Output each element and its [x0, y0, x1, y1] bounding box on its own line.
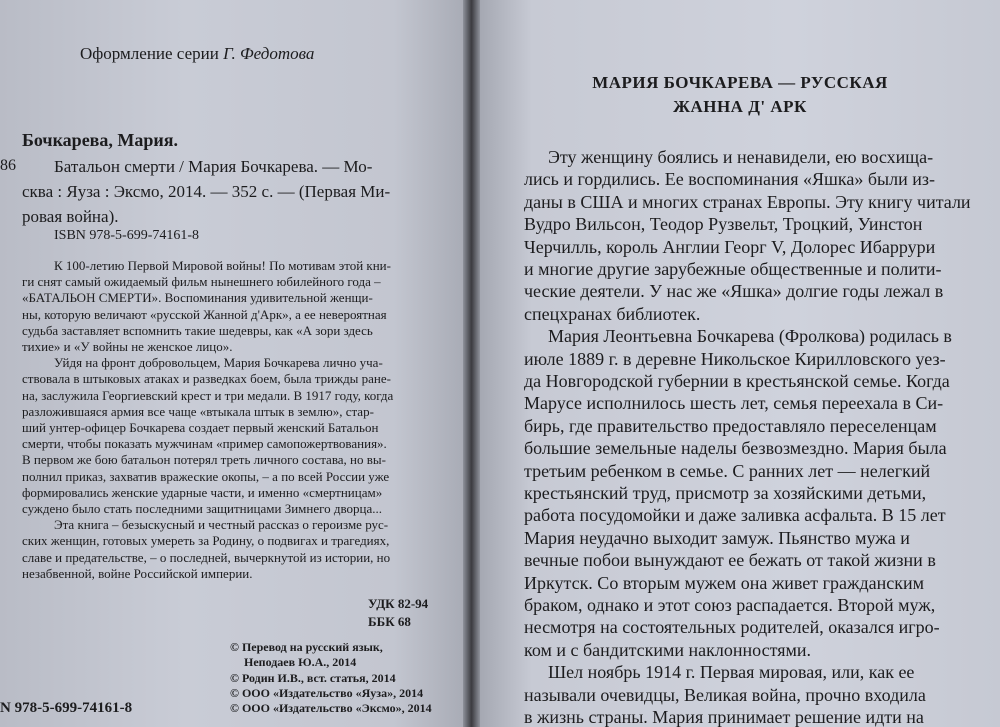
- copyright-line: Неподаев Ю.А., 2014: [244, 655, 357, 669]
- bibliographic-line: Батальон смерти / Мария Бочкарева. — Мо-: [54, 157, 373, 176]
- chapter-title-line: МАРИЯ БОЧКАРЕВА — РУССКАЯ: [592, 73, 888, 92]
- body-line: в жизнь страны. Мария принимает решение идти на: [524, 707, 924, 727]
- series-design-credit: [80, 44, 314, 64]
- body-line: называли очевидцы, Великая война, прочно входила: [524, 684, 926, 705]
- body-line: бирь, где правительство предоставляло переселенцам: [524, 415, 937, 436]
- series-design-label: Оформление серии: [80, 44, 219, 63]
- annotation-line: «БАТАЛЬОН СМЕРТИ». Воспоминания удивительной женщи-: [22, 290, 373, 306]
- body-line: даны в США и многих странах Европы. Эту книгу читали: [524, 191, 971, 212]
- isbn: ISBN 978-5-699-74161-8: [54, 228, 200, 243]
- body-line: Шел ноябрь 1914 г. Первая мировая, или, как ее: [548, 662, 915, 683]
- right-page: [480, 0, 1000, 727]
- series-designer-name: Г. Федотова: [223, 44, 315, 63]
- isbn-bottom: N 978-5-699-74161-8: [0, 700, 133, 716]
- body-line: большие земельные наделы безвозмездно. Мария была: [524, 438, 947, 459]
- annotation-line: ны, которую величают «русской Жанной д'Арк», а ее невероятная: [22, 306, 387, 322]
- body-line: Марусе исполнилось шесть лет, семья переехала в Си-: [524, 393, 944, 414]
- annotation-line: формировались женские ударные части, и именно «смертницам»: [22, 484, 383, 500]
- annotation-line: разложившаяся армия все чаще «втыкала штык в землю», стар-: [22, 403, 374, 419]
- body-line: июле 1889 г. в деревне Никольское Кирилловского уез-: [524, 348, 946, 369]
- body-line: Иркутск. Со вторым мужем она живет гражданским: [524, 572, 924, 593]
- annotation-line: Эта книга – безыскусный и честный рассказ о героизме рус-: [54, 517, 389, 533]
- body-line: Черчилль, король Англии Георг V, Долорес Ибаррури: [524, 236, 936, 257]
- body-line: несмотря на состоятельных родителей, оказался игро-: [524, 617, 940, 638]
- body-line: третьим ребенком в семье. С ранних лет — нелегкий: [524, 460, 931, 481]
- body-line: и многие другие зарубежные общественные и полити-: [524, 259, 942, 279]
- bibliographic-line: сква : Яуза : Эксмо, 2014. — 352 с. — (Первая Ми-: [22, 182, 391, 201]
- body-line: работа посудомойки и даже заливка асфальта. В 15 лет: [524, 505, 946, 526]
- body-line: браком, однако и этот союз распадается. Второй муж,: [524, 595, 936, 615]
- annotation-line: К 100-летию Первой Мировой войны! По мотивам этой кни-: [54, 258, 391, 273]
- margin-number: 86: [0, 157, 16, 174]
- annotation-line: ший унтер-офицер Бочкарева создает первый женский Батальон: [22, 420, 379, 435]
- copyright-line: © Перевод на русский язык,: [230, 640, 383, 654]
- annotation-line: славе и предательстве, – о последней, вычеркнутой из истории, но: [22, 549, 391, 565]
- annotation-line: В первом же бою батальон потерял треть личного состава, но вы-: [22, 452, 386, 468]
- annotation-line: ствовала в штыковых атаках и разведках боем, была трижды ране-: [22, 371, 391, 387]
- annotation-line: Уйдя на фронт добровольцем, Мария Бочкарева лично уча-: [54, 355, 383, 371]
- body-line: Вудро Вильсон, Теодор Рузвельт, Троцкий, Уинстон: [524, 214, 923, 235]
- body-line: Эту женщину боялись и ненавидели, ею восхища-: [548, 147, 934, 167]
- body-line: ком и с бандитскими наклонностями.: [524, 639, 812, 660]
- annotation-line: ги снят самый ожидаемый фильм нынешнего юбилейного года –: [22, 274, 381, 290]
- body-line: Мария Леонтьевна Бочкарева (Фролкова) родилась в: [548, 326, 952, 347]
- body-line: крестьянский труд, присмотр за хозяйскими детьми,: [524, 483, 927, 503]
- author-heading: Бочкарева, Мария.: [22, 130, 179, 150]
- body-line: лись и гордились. Ее воспоминания «Яшка» были из-: [524, 169, 935, 190]
- copyright-line: © ООО «Издательство «Эксмо», 2014: [230, 701, 432, 715]
- body-line: да Новгородской губернии в крестьянской семье. Когда: [524, 371, 950, 391]
- copyright-line: © ООО «Издательство «Яуза», 2014: [230, 686, 424, 700]
- annotation-line: полнил приказ, захватив вражеские окопы, – а по всей России уже: [22, 468, 390, 484]
- annotation-line: ских женщин, готовых умереть за Родину, о подвигах и трагедиях,: [22, 533, 390, 549]
- body-line: Мария неудачно выходит замуж. Пьянство мужа и: [524, 527, 910, 548]
- body-line: спецхранах библиотек.: [524, 303, 701, 324]
- annotation-line: смерти, чтобы показать мужчинам «пример самопожертвования».: [22, 436, 387, 452]
- annotation-line: суждено было стать последними защитницами Зимнего дворца...: [22, 501, 383, 516]
- book-gutter: [463, 0, 480, 727]
- copyright-line: © Родин И.В., вст. статья, 2014: [230, 671, 396, 685]
- annotation-line: тихие» и «У войны не женское лицо».: [22, 339, 233, 354]
- annotation-line: судьба заставляет вспомнить такие шедевры, как «А зори здесь: [22, 322, 373, 338]
- body-line: ческие деятели. У нас же «Яшка» долгие годы лежал в: [524, 281, 944, 302]
- annotation-line: на, заслужила Георгиевский крест и три медали. В 1917 году, когда: [22, 387, 394, 403]
- udk-code: УДК 82-94: [368, 596, 429, 611]
- left-page: [0, 0, 463, 727]
- annotation-line: незабвенной, войне Российской империи.: [22, 565, 253, 581]
- chapter-title-line: ЖАННА Д' АРК: [673, 97, 807, 116]
- body-line: вечные побои вынуждают ее бежать от такой жизни в: [524, 550, 936, 571]
- bibliographic-line: ровая война).: [22, 207, 119, 226]
- bbk-code: ББК 68: [368, 614, 411, 629]
